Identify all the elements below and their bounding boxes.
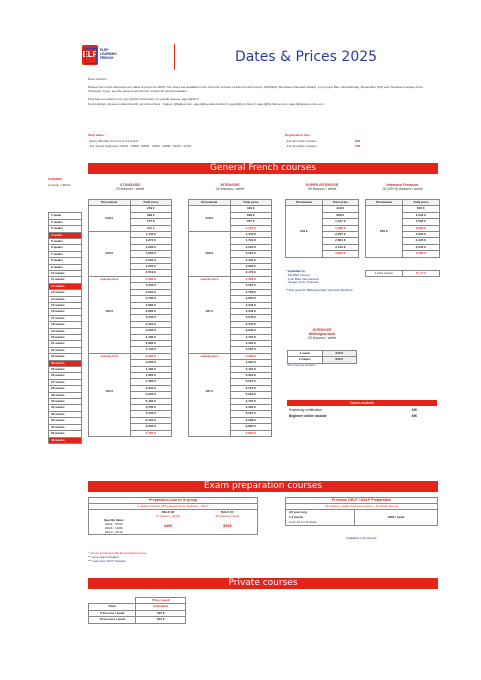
week-label: 22 weeks — [49, 347, 82, 353]
price-per-week: 520 € — [366, 206, 403, 257]
total-price: 3,420 € — [130, 321, 171, 327]
option-value: 49€ — [411, 414, 417, 418]
total-price: 6,120 € — [130, 417, 171, 423]
dates-label: Specific dates — [103, 517, 124, 522]
total-price: 4,925 € — [230, 360, 271, 366]
bildungsurlaub-name: INTENSIVE — [312, 328, 332, 332]
total-price: 4,160 € — [130, 366, 171, 372]
premium-price-table — [365, 199, 440, 258]
total-price: 4,334 € — [230, 340, 271, 346]
private-col-price: Price / week — [136, 598, 186, 604]
week-label: 30 weeks — [49, 399, 82, 405]
super-intensive-schools — [286, 270, 358, 293]
private-row-value: 612 € — [136, 617, 186, 623]
premium-row-1: All year long — [289, 509, 308, 514]
week-label: 6 weeks — [49, 245, 82, 251]
intensive-name: INTENSIVE — [220, 183, 240, 187]
bildungsurlaub-name-2: Bildungsurlaub — [308, 332, 336, 337]
week-label: 35 weeks — [49, 431, 82, 437]
private-pack-label: Pack — [89, 604, 136, 610]
indiv-lesson-table — [365, 270, 440, 277]
special-price-label: special price — [100, 276, 119, 281]
registration-value: 80€ — [355, 139, 361, 144]
total-price: 5,400 € — [130, 430, 171, 436]
total-price: 2,600 € — [402, 232, 439, 238]
total-price: 1,040 € — [402, 212, 439, 218]
week-label: 9 weeks — [49, 264, 82, 270]
week-label: 5 weeks — [49, 238, 82, 244]
price-per-week: 289 € — [189, 232, 231, 277]
bildungsurlaub-week: 2 weeks — [288, 357, 323, 363]
super-intensive-header — [285, 183, 359, 191]
total-price: 2,160 € — [130, 276, 171, 282]
total-price: 2,401 € — [230, 257, 271, 263]
indiv-lesson-label: 1 indiv lesson — [366, 271, 403, 277]
total-price: 2,758 € — [230, 289, 271, 295]
price-group-cell — [189, 276, 231, 353]
total-price: 3,960 € — [130, 340, 171, 346]
week-label: 32 weeks — [49, 411, 82, 417]
total-price: 2,340 € — [130, 283, 171, 289]
bildungsurlaub-note: *For German workers — [287, 363, 316, 367]
week-label: 13 weeks — [49, 290, 82, 296]
dalf-c1-sub: 30 lessons / week — [215, 513, 240, 518]
options-title: Options available — [287, 400, 437, 406]
options-row — [287, 413, 437, 419]
total-price: 898 € — [322, 212, 358, 218]
total-price: 2,023 € — [230, 244, 271, 250]
standard-name: STANDARD — [120, 183, 140, 187]
registration-row — [285, 144, 375, 148]
registration-value: 30€ — [355, 143, 361, 148]
total-price: 5,516 € — [230, 379, 271, 385]
col-total-price: Total price — [322, 200, 358, 206]
week-label: 28 weeks — [49, 386, 82, 392]
week-label: 23 weeks — [49, 354, 82, 360]
price-per-week: 197 € — [205, 388, 214, 393]
school-item: - Lyon Bleu International — [286, 276, 319, 281]
exam-note-2: ** mock exam included — [88, 554, 119, 559]
week-label: 18 weeks — [49, 322, 82, 328]
week-label: 24 weeks — [49, 360, 82, 366]
week-label: 16 weeks — [49, 309, 82, 315]
intro-paragraph-1: Please find in this document our dates & prices for 2025. Our offers are available in the 3 French schools of ELF French Annecy (FALPES), Bordeaux (Neoded Institut), Lyon (Lyon Bleu International), Montpellier (ILP) and Toulouse (Langue Onze Toulouse). Fees: see the same in all schools, except for accommodation. — [88, 84, 423, 94]
total-price: 3,349 € — [230, 302, 271, 308]
total-price: 5,400 € — [130, 398, 171, 404]
total-price: 6,107 € — [230, 398, 271, 404]
premium-price: 336€ / week — [387, 514, 405, 519]
total-price: 638 € — [230, 212, 271, 218]
week-label: 10 weeks — [49, 270, 82, 276]
price-per-week: 449 € — [286, 206, 323, 257]
bildungsurlaub-note: **Also great for Bildungsurlaub (German Workers) — [286, 288, 353, 293]
delf-price: 449€ — [163, 522, 173, 528]
price-per-week: 160 € — [105, 388, 114, 393]
total-price: 2,890 € — [230, 264, 271, 270]
exam-premium-sub: 20 lessons / week: Intensive course + 4 private tutoring — [286, 504, 437, 510]
total-price: 3,940 € — [230, 328, 271, 334]
total-price: 4,320 € — [130, 372, 171, 378]
exam-group-sub: 2 weeks program with Langue Onze Toulouse - ONLY — [89, 504, 257, 510]
total-price: 3,143 € — [322, 244, 358, 250]
price-per-week: 249 € — [89, 206, 131, 232]
exam-premium-availability: Available in all schools — [346, 536, 377, 540]
week-label: 1 week — [49, 213, 82, 219]
total-price: 5,910 € — [230, 392, 271, 398]
option-label: Examining certification — [289, 408, 322, 412]
total-price: 2,364 € — [230, 276, 271, 282]
options-table — [287, 407, 437, 419]
bildungsurlaub-sub: 30 lessons / week — [307, 336, 337, 341]
start-dates-title: Start dates : — [88, 133, 106, 137]
total-price: 5,122 € — [230, 366, 271, 372]
standard-header — [88, 183, 172, 191]
school-logo — [82, 44, 126, 68]
delf-b2-label: DELF B2 — [161, 509, 175, 514]
exam-premium-box — [285, 497, 438, 526]
logo-mark-icon: ELF — [82, 45, 98, 65]
price-per-week: 229 € — [89, 232, 131, 277]
exam-group-title: Preparation course in group — [89, 498, 257, 504]
total-price: 449 € — [322, 206, 358, 212]
total-price: 3,240 € — [130, 315, 171, 321]
price-per-week: 180 € — [105, 309, 114, 314]
super-intensive-name: SUPER INTENSIVE — [305, 183, 339, 187]
total-price: 1,832 € — [130, 251, 171, 257]
total-price: 2,080 € — [402, 225, 439, 231]
private-row-label: 12 lessons / week — [89, 617, 136, 623]
school-item: - FALPES Annecy — [286, 272, 310, 277]
price-per-week: 319 € — [189, 206, 231, 232]
premium-row-2: 1-4 weeks — [289, 514, 304, 519]
week-label: 15 weeks — [49, 302, 82, 308]
start-dates-line-1: - Every Monday from A1 to C1 levels — [88, 139, 139, 144]
total-price: 2,520 € — [130, 289, 171, 295]
total-price: 1,374 € — [130, 238, 171, 244]
title-bar — [174, 44, 436, 70]
week-label: 27 weeks — [49, 379, 82, 385]
total-price: 3,349 € — [230, 308, 271, 314]
total-price: 4,160 € — [402, 251, 439, 257]
total-price: 5,440 € — [130, 411, 171, 417]
exam-note-3: *** exam fees NOT included — [88, 558, 126, 563]
registration-fees — [285, 133, 445, 148]
week-label: 7 weeks — [49, 251, 82, 257]
total-price: 4,000 € — [130, 360, 171, 366]
week-label: 4 weeks — [49, 232, 82, 238]
week-label: 31 weeks — [49, 405, 82, 411]
premium-sub: 30 (26+4) lessons / week — [382, 187, 423, 192]
week-label: 26 weeks — [49, 373, 82, 379]
price-group-cell — [89, 353, 131, 436]
week-label: 8 weeks — [49, 258, 82, 264]
total-price: 6,501 € — [230, 411, 271, 417]
total-price: 4,137 € — [230, 334, 271, 340]
total-price: 2,061 € — [130, 257, 171, 263]
total-price: 3,592 € — [322, 251, 358, 257]
dalf-c1-label: DALF C1 — [221, 509, 234, 514]
total-price: 957 € — [230, 219, 271, 225]
total-price: 5,319 € — [230, 372, 271, 378]
bildungsurlaub-price: 340 € — [322, 351, 356, 357]
total-price: 4,480 € — [130, 379, 171, 385]
general-french-bar: General French courses — [88, 163, 438, 174]
logo-text: ELEP LEARNING FRENCH — [100, 48, 117, 61]
bildungsurlaub-table — [287, 350, 357, 364]
total-price: 249 € — [130, 206, 171, 212]
col-price-week: Price/week — [189, 200, 231, 206]
total-price: 2,880 € — [130, 302, 171, 308]
col-price-week: Price/week — [89, 200, 131, 206]
total-price: 3,179 € — [230, 270, 271, 276]
intro-paragraph-2: Feel free to contact us for any further information or special request: agent@elf.fr For bookings, please contact directly our school here : Falpes: @falpes.com, agent@neoded-institut.fr, agent@lyon-bleu.fr, agent@ilp-france.com, agent@langue-onze.com — [88, 97, 324, 106]
specific-dates — [89, 518, 138, 534]
week-label: 11 weeks — [49, 277, 82, 283]
col-price-week: Price/week — [286, 200, 323, 206]
private-courses-bar: Private courses — [88, 578, 438, 589]
exam-premium-title: Premium DELF / DALF Preparation — [286, 498, 437, 504]
exam-notes — [88, 552, 258, 563]
col-total-price: Total price — [130, 200, 171, 206]
bildungsurlaub-week: 1 week — [288, 351, 323, 357]
dalf-c1-header — [198, 510, 257, 518]
total-price: 1,276 € — [230, 225, 271, 231]
intensive-sub: 26 lessons / week — [215, 187, 245, 192]
dalf-price: 399€ — [222, 522, 232, 528]
total-price: 1,560 € — [402, 219, 439, 225]
week-label: 36 weeks — [49, 437, 82, 443]
bildungsurlaub-header — [287, 328, 357, 341]
total-price: 2,955 € — [230, 296, 271, 302]
total-price: 2,519 € — [130, 270, 171, 276]
private-row-value: 315 € — [136, 610, 186, 616]
total-price: 1,445 € — [230, 232, 271, 238]
option-label: Beginner online module — [289, 414, 327, 418]
total-price: 5,713 € — [230, 385, 271, 391]
total-price: 3,743 € — [230, 321, 271, 327]
date-range: 20/10 - 31/10 — [104, 529, 123, 534]
week-label: 19 weeks — [49, 328, 82, 334]
total-price: 3,780 € — [130, 334, 171, 340]
premium-levels: From A1 to C2 levels — [289, 519, 317, 524]
total-price: 6,300 € — [130, 424, 171, 430]
total-price: 6,304 € — [230, 405, 271, 411]
intensive-header — [188, 183, 272, 191]
col-price-week: Price/week — [366, 200, 403, 206]
price-group-cell — [189, 353, 231, 436]
total-price: 520 € — [402, 206, 439, 212]
total-price: 2,290 € — [130, 264, 171, 270]
total-price: 3,600 € — [130, 328, 171, 334]
total-price: 1,347 € — [322, 219, 358, 225]
start-dates-line-2: - For simple beginners: 06/01 - 03/03 - 28/04 - 30/06 - 04/08 - 01/09 - 27/10 — [88, 143, 192, 148]
col-total-price: Total price — [230, 200, 271, 206]
week-label: 3 weeks — [49, 226, 82, 232]
total-price: 5,760 € — [130, 405, 171, 411]
total-price: 6,698 € — [230, 417, 271, 423]
total-price: 4,140 € — [130, 347, 171, 353]
total-price: 1,603 € — [130, 244, 171, 250]
delf-b2-sub: (1 session / week) — [155, 513, 181, 518]
total-price: 3,546 € — [230, 315, 271, 321]
greeting: Dear partners, — [88, 77, 108, 81]
total-price: 2,694 € — [322, 238, 358, 244]
total-price: 6,895 € — [230, 424, 271, 430]
total-price: 3,060 € — [130, 308, 171, 314]
private-courses-table — [88, 597, 186, 624]
registration-title: Registration fees : — [285, 133, 312, 137]
total-price: 4,531 € — [230, 347, 271, 353]
premium-name: Intensive Premium — [386, 183, 419, 187]
option-value: 22€ — [411, 408, 417, 412]
total-price: 1,796 € — [322, 225, 358, 231]
week-label: 21 weeks — [49, 341, 82, 347]
intro-text — [88, 77, 438, 110]
registration-label: - For all online courses — [285, 143, 317, 148]
lessons-label: Lessons — [48, 177, 62, 181]
total-price: 2,700 € — [130, 296, 171, 302]
school-item: - Langue Onze Toulouse — [286, 280, 319, 285]
week-label: 14 weeks — [49, 296, 82, 302]
total-price: 996 € — [130, 225, 171, 231]
total-price: 3,120 € — [402, 238, 439, 244]
total-price: 1,145 € — [130, 232, 171, 238]
total-price: 1,734 € — [230, 238, 271, 244]
total-price: 2,561 € — [230, 283, 271, 289]
week-label: 17 weeks — [49, 315, 82, 321]
week-label: 33 weeks — [49, 418, 82, 424]
total-price: 5,804 € — [230, 430, 271, 436]
page-title: Dates & Prices 2025 — [234, 49, 378, 65]
week-label: 2 weeks — [49, 219, 82, 225]
total-price: 3,900 € — [130, 353, 171, 359]
total-price: 3,640 € — [402, 244, 439, 250]
super-intensive-sub: 40 lessons / week — [307, 187, 337, 192]
price-per-week: 197 € — [205, 309, 214, 314]
standard-sub: 20 lessons / week — [115, 187, 145, 192]
schools-title: * Available in: — [286, 269, 306, 273]
week-label: 25 weeks — [49, 367, 82, 373]
indiv-lesson-value: 50.25 € — [402, 271, 439, 277]
special-price-label: special price — [200, 353, 219, 358]
start-dates — [88, 133, 268, 148]
special-price-label: special price — [200, 276, 219, 281]
total-price: 747 € — [130, 219, 171, 225]
total-price: 2,312 € — [230, 251, 271, 257]
total-price: 4,640 € — [130, 385, 171, 391]
special-price-label: special price — [100, 353, 119, 358]
col-total-price: Total price — [402, 200, 439, 206]
week-label: 29 weeks — [49, 392, 82, 398]
price-group-cell — [89, 276, 131, 353]
weeks-column — [48, 207, 82, 444]
super-intensive-price-table — [285, 199, 359, 258]
total-price: 2,245 € — [322, 232, 358, 238]
lessons-duration: 1 lesson = 45min — [48, 183, 71, 187]
premium-header — [365, 183, 440, 191]
exam-group-box — [88, 497, 258, 535]
week-label: 34 weeks — [49, 424, 82, 430]
exam-preparation-bar: Exam preparation courses — [88, 481, 438, 492]
total-price: 498 € — [130, 212, 171, 218]
total-price: 5,220 € — [130, 392, 171, 398]
standard-price-table — [88, 199, 172, 437]
intensive-price-table — [188, 199, 272, 437]
exam-note-1: * can be combined with the standard course — [88, 551, 147, 555]
private-row-label: 6 lessons / week — [89, 610, 136, 616]
registration-label: - For all onsite courses — [285, 139, 317, 144]
date-range: 24/03 - 14/06 — [104, 525, 123, 530]
bildungsurlaub-price: 680 € — [322, 357, 356, 363]
week-label: 12 weeks — [49, 283, 82, 289]
week-label: 20 weeks — [49, 335, 82, 341]
delf-b2-header — [138, 510, 197, 518]
total-price: 4,328 € — [230, 353, 271, 359]
private-col-individual: Individual — [136, 604, 186, 610]
total-price: 319 € — [230, 206, 271, 212]
date-range: 24/02 - 07/03 — [104, 521, 123, 526]
